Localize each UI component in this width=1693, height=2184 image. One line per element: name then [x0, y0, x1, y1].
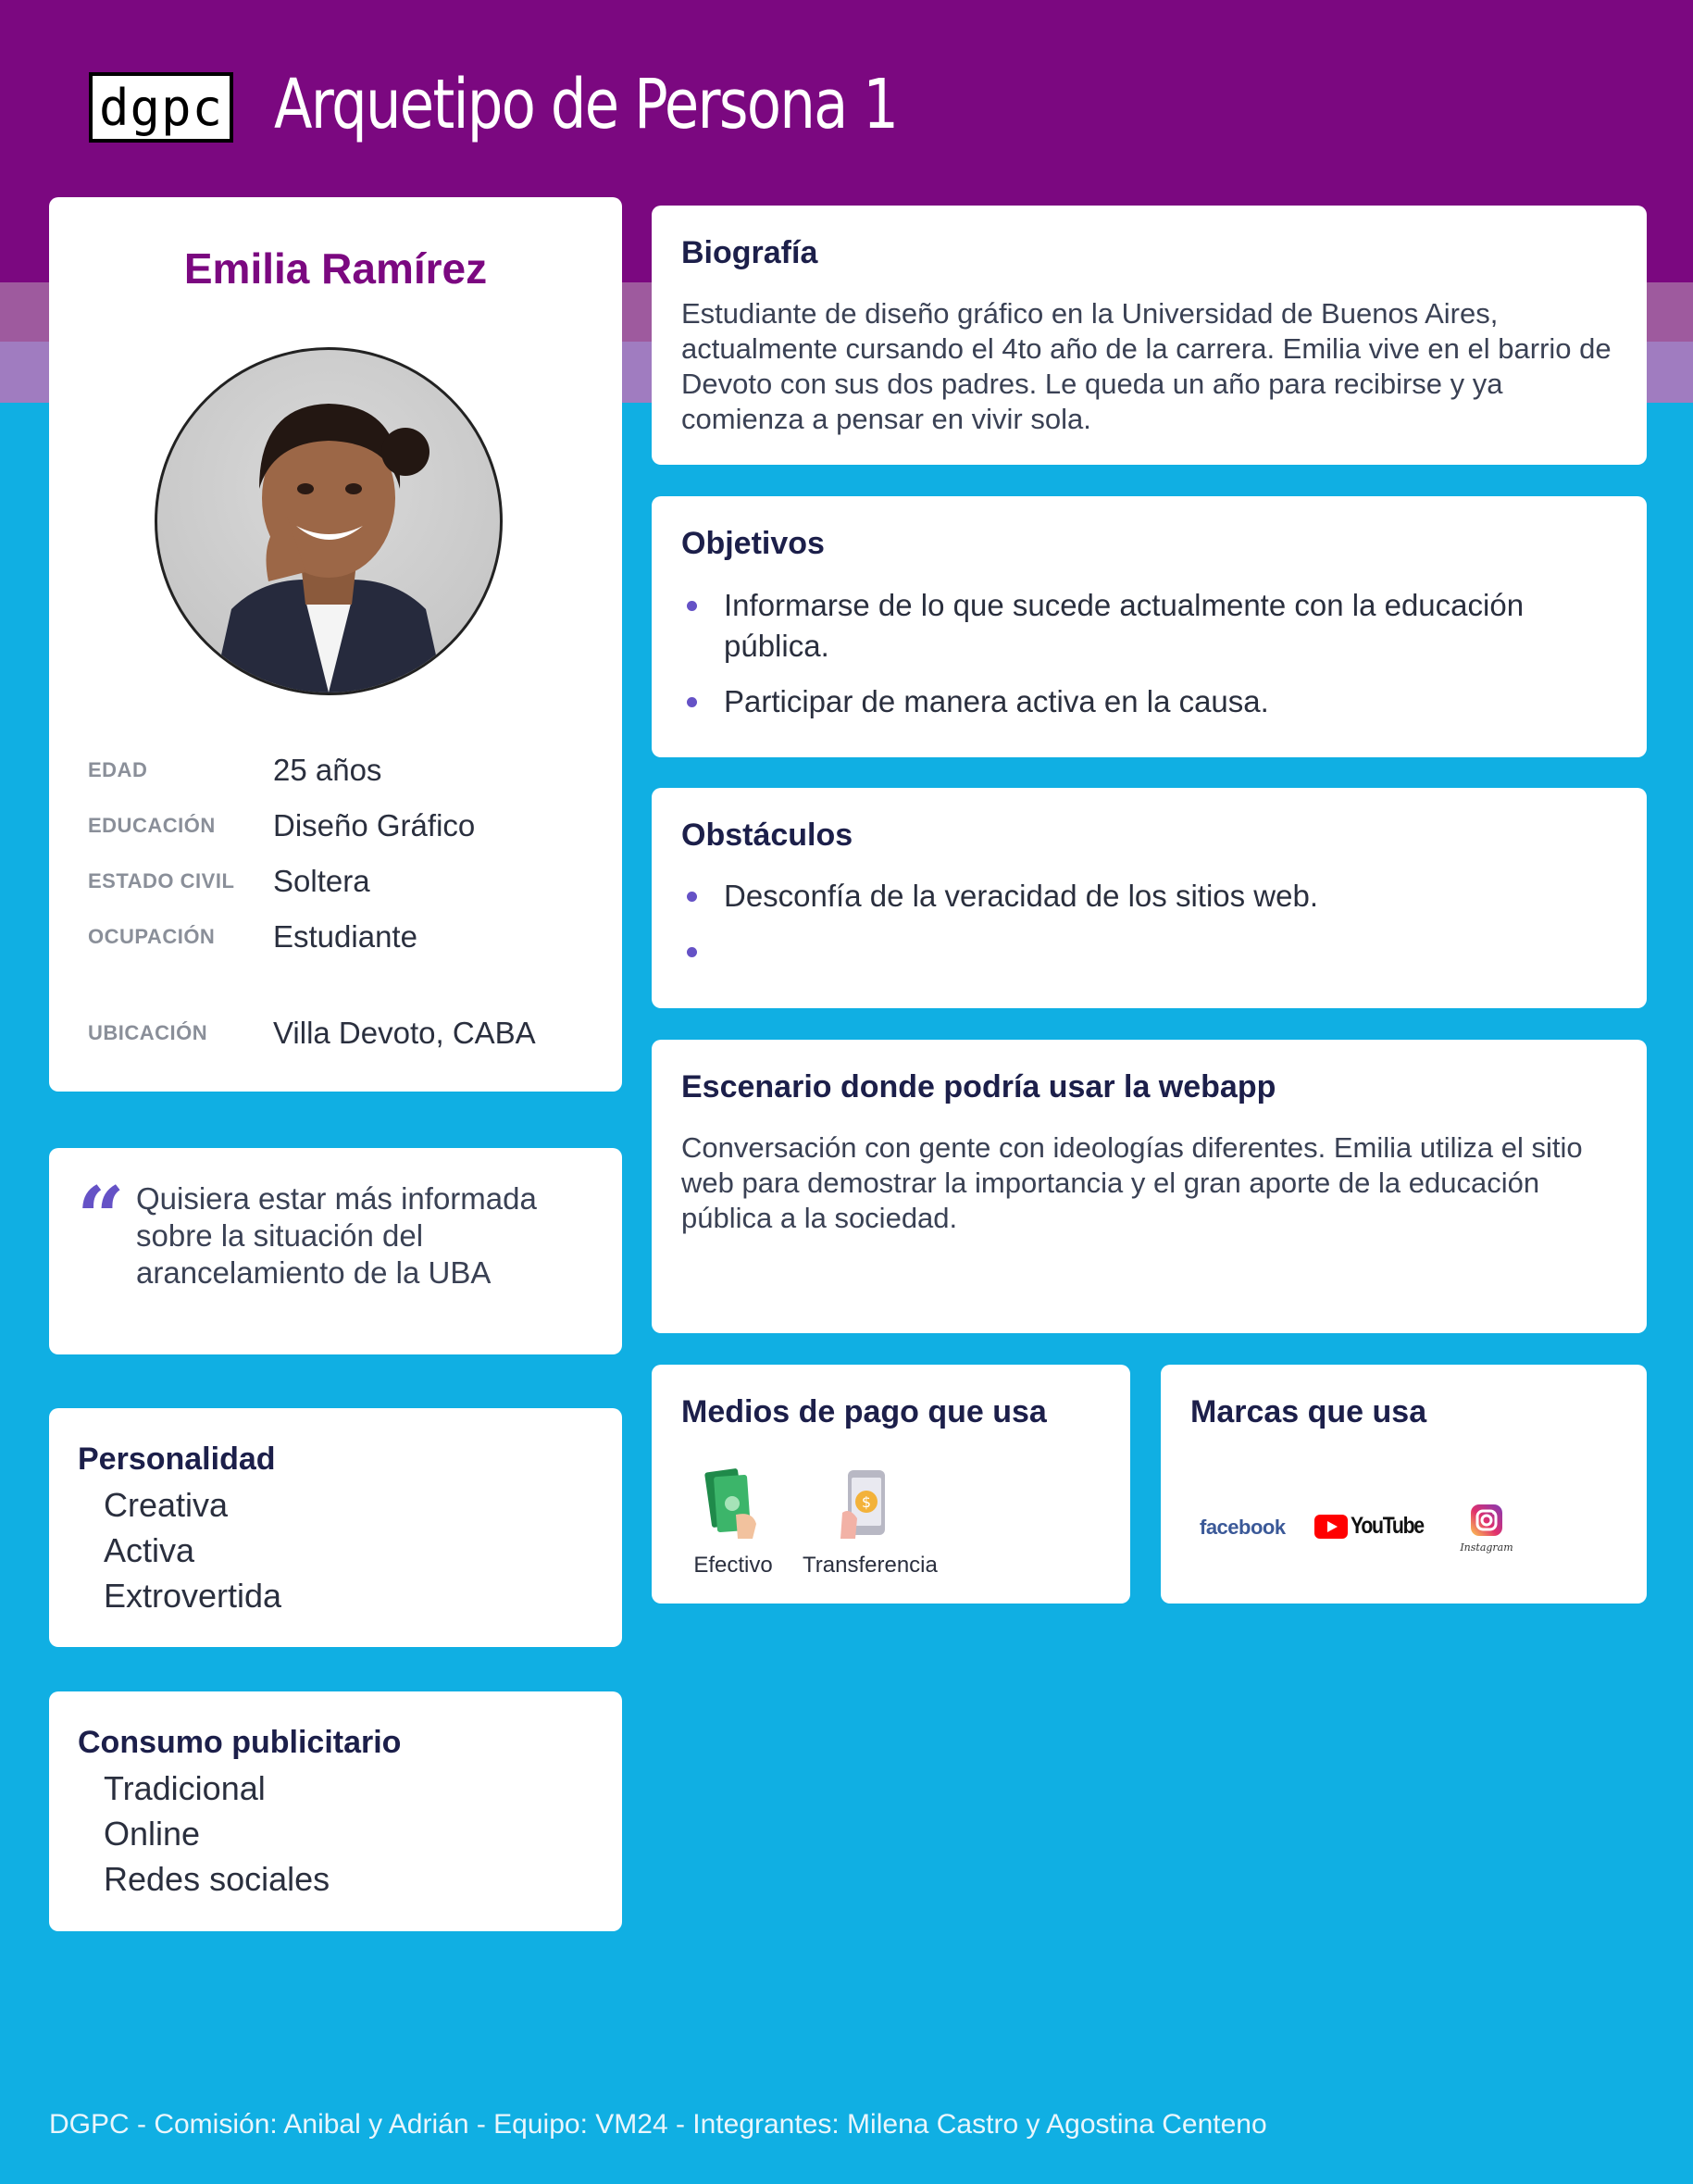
info-label: OCUPACIÓN: [88, 925, 216, 948]
brands-card: [1161, 1365, 1647, 1604]
info-row-occupation: [88, 919, 606, 955]
youtube-logo: [1314, 1513, 1437, 1540]
quote-card: [49, 1148, 622, 1354]
info-row-age: [88, 753, 606, 788]
advertising-title: Consumo publicitario: [78, 1725, 402, 1760]
info-value: Villa Devoto, CABA: [273, 1016, 536, 1050]
info-value: Diseño Gráfico: [273, 808, 476, 842]
quote-text: Quisiera estar más informada sobre la situación del arancelamiento de la UBA: [136, 1181, 537, 1290]
info-value: Estudiante: [273, 919, 417, 954]
scenario-card: [652, 1040, 1647, 1333]
advertising-item: Redes sociales: [104, 1860, 330, 1898]
info-label: UBICACIÓN: [88, 1021, 208, 1044]
obstacles-title: Obstáculos: [681, 817, 853, 853]
biography-title: Biografía: [681, 235, 818, 270]
info-row-location: [88, 1016, 606, 1051]
info-label: EDUCACIÓN: [88, 814, 216, 837]
bullet-icon: [687, 601, 697, 611]
objectives-title: Objetivos: [681, 526, 825, 561]
personality-item: Activa: [104, 1531, 195, 1569]
obstacle-item: [687, 876, 1622, 917]
personality-item: Extrovertida: [104, 1577, 282, 1615]
payment-method-cash: [668, 1466, 798, 1579]
avatar: [155, 347, 503, 695]
quote-icon: “: [77, 1168, 125, 1267]
page-title: Arquetipo de Persona 1: [274, 65, 898, 144]
objective-text: Participar de manera activa en la causa.: [724, 684, 1269, 718]
info-label: EDAD: [88, 758, 148, 781]
info-value: Soltera: [273, 864, 370, 898]
dgpc-logo: dgpc: [89, 72, 233, 143]
brands-title: Marcas que usa: [1190, 1394, 1427, 1429]
svg-text:$: $: [861, 1493, 872, 1511]
persona-name: Emilia Ramírez: [183, 244, 488, 293]
instagram-wordmark: Instagram: [1460, 1541, 1513, 1554]
personality-title: Personalidad: [78, 1441, 276, 1477]
info-value: 25 años: [273, 753, 382, 787]
payment-method-transfer: [803, 1466, 938, 1579]
profile-card: [49, 197, 622, 1092]
advertising-item: Tradicional: [104, 1769, 266, 1807]
obstacles-card: [652, 788, 1647, 1008]
biography-text: Estudiante de diseño gráfico en la Universidad de Buenos Aires, actualmente cursando el 4to año de la carrera. Emilia vive en el barrio de Devoto con sus dos padres. Le queda un año para recibirse y ya comienza a pensar en vivir sola.: [681, 297, 1612, 435]
payment-label: Efectivo: [693, 1553, 773, 1578]
instagram-icon: [1470, 1504, 1503, 1537]
objective-item: [687, 681, 1622, 722]
objective-text: Informarse de lo que sucede actualmente con la educación pública.: [724, 588, 1525, 663]
cash-icon: [701, 1466, 766, 1541]
instagram-logo: [1459, 1504, 1514, 1554]
payment-label: Transferencia: [803, 1553, 938, 1578]
personality-card: [49, 1408, 622, 1647]
obstacle-text: Desconfía de la veracidad de los sitios web.: [724, 879, 1319, 913]
youtube-icon: [1314, 1515, 1348, 1539]
scenario-title: Escenario donde podría usar la webapp: [681, 1069, 1276, 1104]
facebook-logo: facebook: [1200, 1516, 1286, 1539]
bullet-icon: [687, 697, 697, 707]
info-row-education: [88, 808, 606, 843]
avatar-photo: [157, 350, 500, 693]
payment-title: Medios de pago que usa: [681, 1394, 1047, 1429]
bullet-icon: [687, 947, 697, 957]
info-label: ESTADO CIVIL: [88, 869, 235, 892]
objective-item: [687, 585, 1622, 667]
advertising-card: [49, 1691, 622, 1931]
bullet-icon: [687, 892, 697, 902]
objectives-card: [652, 496, 1647, 757]
personality-item: Creativa: [104, 1486, 229, 1524]
footer-credits: DGPC - Comisión: Anibal y Adrián - Equipo: VM24 - Integrantes: Milena Castro y Agostina Centeno: [49, 2109, 1267, 2140]
info-row-civil-status: [88, 864, 606, 899]
phone-transfer-icon: [835, 1466, 900, 1541]
payment-card: [652, 1365, 1130, 1604]
youtube-wordmark: YouTube: [1351, 1513, 1424, 1539]
advertising-item: Online: [104, 1815, 201, 1853]
biography-card: [652, 206, 1647, 465]
scenario-text: Conversación con gente con ideologías diferentes. Emilia utiliza el sitio web para demostrar la importancia y el gran aporte de la educación pública a la sociedad.: [681, 1131, 1583, 1234]
